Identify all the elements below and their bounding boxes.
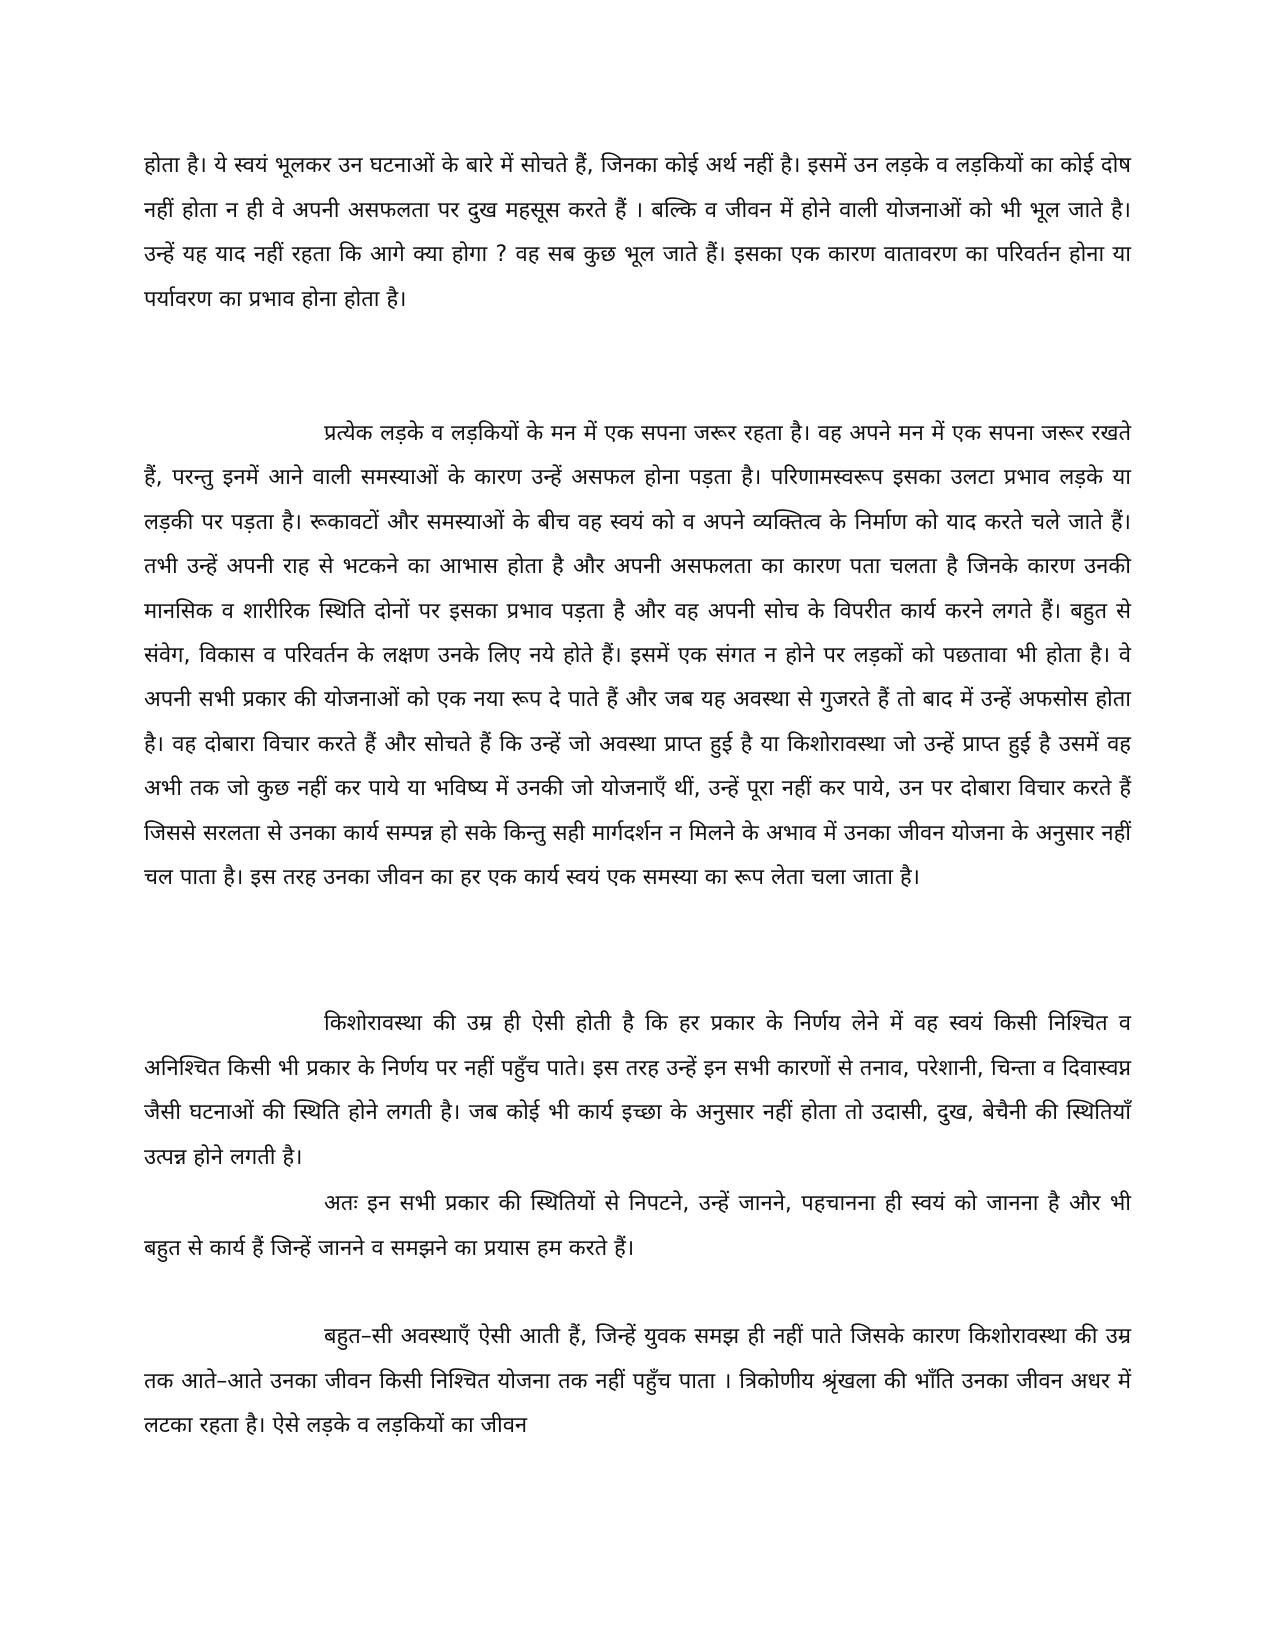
paragraph-2: प्रत्येक लड़के व लड़कियों के मन में एक सपना जरूर रहता है। वह अपने मन में एक सपना जरूर रखते हैं, परन्तु इनमें आने वाली समस्याओं के कारण उन्हें असफल होना पड़ता है। परिणामस्वरूप इसका उलटा प्रभाव लड़के या लड़की पर पड़ता है। रूकावटों और समस्याओं के बीच वह स्वयं को व अपने व्यक्तित्व के निर्माण को याद करते चले जाते हैं। तभी उन्हें अपनी राह से भटकने का आभास होता है और अपनी असफलता का कारण पता चलता है जिनके कारण उनकी मानसिक व शारीरिक स्थिति दोनों पर इसका प्रभाव पड़ता है और वह अपनी सोच के विपरीत कार्य करने लगते हैं। बहुत से संवेग, विकास व परिवर्तन के लक्षण उनके लिए नये होते हैं। इसमें एक संगत न होने पर लड़कों को पछतावा भी होता है। वे अपनी सभी प्रकार की योजनाओं को एक नया रूप दे पाते हैं और जब यह अवस्था से गुजरते हैं तो बाद में उन्हें अफसोस होता है। वह दोबारा विचार करते हैं और सोचते हैं कि उन्हें जो अवस्था प्राप्त हुई है या किशोरावस्था जो उन्हें प्राप्त हुई है उसमें वह अभी तक जो कुछ नहीं कर पाये या भविष्य में उनकी जो योजनाएँ थीं, उन्हें पूरा नहीं कर पाये, उन पर दोबारा विचार करते हैं जिससे सरलता से उनका कार्य सम्पन्न हो सके किन्तु सही मार्गदर्शन न मिलने के अभाव में उनका जीवन योजना के अनुसार नहीं चल पाता है। इस तरह उनका जीवन का हर एक कार्य स्वयं एक समस्या का रूप लेता चला जाता है। — [144, 421, 1131, 891]
paragraph-1: होता है। ये स्वयं भूलकर उन घटनाओं के बारे में सोचते हैं, जिनका कोई अर्थ नहीं है। इसमें उन लड़के व लड़कियों का कोई दोष नहीं होता न ही वे अपनी असफलता पर दुख महसूस करते हैं । बल्कि व जीवन में होने वाली योजनाओं को भी भूल जाते है। उन्हें यह याद नहीं रहता कि आगे क्या होगा ? वह सब कुछ भूल जाते हैं। इसका एक कारण वातावरण का परिवर्तन होना या पर्यावरण का प्रभाव होना होता है। — [144, 153, 1131, 312]
paragraph-4: अतः इन सभी प्रकार की स्थितियों से निपटने, उन्हें जानने, पहचानना ही स्वयं को जानना है और भी बहुत से कार्य हैं जिन्हें जानने व समझने का प्रयास हम करते हैं। — [144, 1191, 1131, 1261]
paragraph-3: किशोरावस्था की उम्र ही ऐसी होती है कि हर प्रकार के निर्णय लेने में वह स्वयं किसी निश्चित व अनिश्चित किसी भी प्रकार के निर्णय पर नहीं पहुँच पाते। इस तरह उन्हें इन सभी कारणों से तनाव, परेशानी, चिन्ता व दिवास्वप्न जैसी घटनाओं की स्थिति होने लगती है। जब कोई भी कार्य इच्छा के अनुसार नहीं होता तो उदासी, दुख, बेचैनी की स्थितियाँ उत्पन्न होने लगती है। — [144, 1011, 1131, 1170]
paragraph-5: बहुत–सी अवस्थाएँ ऐसी आती हैं, जिन्हें युवक समझ ही नहीं पाते जिसके कारण किशोरावस्था की उम्र तक आते–आते उनका जीवन किसी निश्चित योजना तक नहीं पहुँच पाता । त्रिकोणीय श्रृंखला की भाँति उनका जीवन अधर में लटका रहता है। ऐसे लड़के व लड़कियों का जीवन — [144, 1324, 1131, 1438]
